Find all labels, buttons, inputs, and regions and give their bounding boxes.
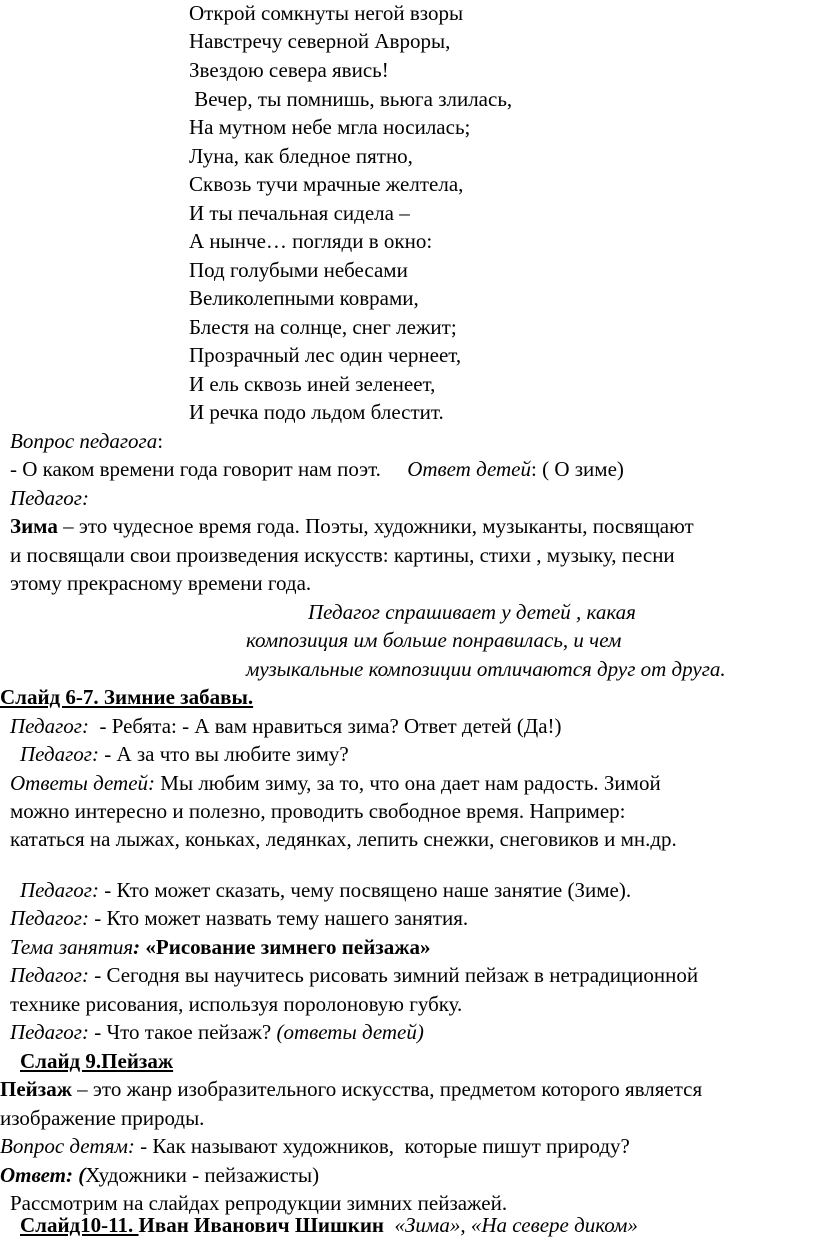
poem-line: Открой сомкнуты негой взоры (189, 1, 464, 25)
teacher-question-label (10, 428, 163, 454)
dialogue-text: Мы любим зиму, за то, что она дает нам радость. Зимой (155, 771, 661, 795)
section-heading-slide-6-7: Слайд 6-7. Зимние забавы. (0, 685, 254, 709)
poem-line: Луна, как бледное пятно, (189, 144, 413, 168)
speaker-label: Педагог: (10, 906, 89, 930)
definition-line-2: изображение природы. (0, 1106, 205, 1130)
question-label: Вопрос детям: (0, 1134, 135, 1158)
dialogue-text: - Кто может сказать, чему посвящено наше занятие (Зиме). (98, 878, 632, 902)
section-heading-slide-10-11 (20, 1212, 638, 1238)
lesson-topic: «Рисование зимнего пейзажа» (140, 935, 431, 959)
poem-line: Сквозь тучи мрачные желтела, (189, 172, 464, 196)
dialogue-line (10, 962, 698, 988)
section-heading-slide-9: Слайд 9.Пейзаж (20, 1049, 174, 1073)
poem-line: Вечер, ты помнишь, вьюга злилась, (189, 87, 513, 111)
question-line (10, 456, 624, 482)
dialogue-line: можно интересно и полезно, проводить свободное время. Например: (10, 799, 626, 823)
topic-label: Тема занятия (10, 935, 134, 959)
dialogue-line: кататься на лыжах, коньках, ледянках, лепить снежки, снеговиков и мн.др. (10, 827, 677, 851)
poem-line: Великолепными коврами, (189, 286, 419, 310)
answer-label: Ответ: ( (0, 1163, 86, 1187)
term-landscape: Пейзаж (0, 1077, 72, 1101)
poem-line: Прозрачный лес один чернеет, (189, 343, 462, 367)
speaker-label: Педагог: (20, 742, 99, 766)
speaker-label: Вопрос педагога (10, 429, 158, 453)
answer-text: Художники - пейзажисты) (85, 1163, 320, 1187)
winter-line-2: и посвящали свои произведения искусств: картины, стихи , музыку, песни (10, 543, 675, 567)
dialogue-text: - Кто может назвать тему нашего занятия. (88, 906, 469, 930)
dialogue-line (20, 877, 631, 903)
dialogue-line (10, 713, 562, 739)
teacher-note-line: композиция им больше понравилась, и чем (246, 628, 622, 652)
poem-line: Навстречу северной Авроры, (189, 29, 451, 53)
poem-line: Блестя на солнце, снег лежит; (189, 315, 457, 339)
term-winter: Зима (10, 514, 58, 538)
definition-line-1 (0, 1076, 702, 1102)
answer-line (0, 1162, 319, 1188)
speaker-label: Педагог: (20, 878, 99, 902)
colon: : (133, 935, 141, 959)
artist-name: Иван Иванович Шишкин (138, 1213, 385, 1237)
speaker-label: Педагог: (10, 963, 89, 987)
dialogue-line (10, 1019, 424, 1045)
dialogue-text: - Сегодня вы научитесь рисовать зимний пейзаж в нетрадиционной (88, 963, 699, 987)
artwork-titles: «Зима», «На севере диком» (394, 1213, 638, 1237)
question-text: - О каком времени года говорит нам поэт. (10, 457, 381, 481)
winter-text: – это чудесное время года. Поэты, художники, музыканты, посвящают (57, 514, 694, 538)
poem-line: На мутном небе мгла носилась; (189, 115, 471, 139)
dialogue-text: - А за что вы любите зиму? (98, 742, 349, 766)
question-line (0, 1133, 630, 1159)
winter-line-3: этому прекрасному времени года. (10, 571, 312, 595)
dialogue-line: технике рисования, используя поролоновую губку. (10, 992, 463, 1016)
poem-line: И ель сквозь иней зеленеет, (189, 372, 436, 396)
poem-line: А нынче… погляди в окно: (189, 229, 433, 253)
speaker-label: Ответы детей: (10, 771, 156, 795)
poem-line: И ты печальная сидела – (189, 201, 410, 225)
question-text: - Как называют художников, которые пишут природу? (134, 1134, 630, 1158)
teacher-note-line: музыкальные композиции отличаются друг от друга. (246, 657, 726, 681)
speaker-label: Педагог: (10, 1020, 89, 1044)
slide-label: Слайд10-11. (20, 1213, 139, 1237)
teacher-label: Педагог: (10, 486, 89, 510)
answer-label: Ответ детей (407, 457, 532, 481)
definition-text: – это жанр изобразительного искусства, предметом которого является (71, 1077, 703, 1101)
instruction-line: Рассмотрим на слайдах репродукции зимних пейзажей. (10, 1191, 508, 1215)
answer-text: : ( О зиме) (531, 457, 624, 481)
dialogue-line (10, 905, 468, 931)
lesson-topic-line (10, 934, 430, 960)
dialogue-line (10, 770, 661, 796)
dialogue-text: - Ребята: - А вам нравиться зима? Ответ детей (Да!) (88, 714, 562, 738)
dialogue-line (20, 741, 349, 767)
speaker-label: Педагог: (10, 714, 89, 738)
colon: : (157, 429, 164, 453)
poem-line: И речка подо льдом блестит. (189, 400, 444, 424)
dialogue-text: - Что такое пейзаж? (88, 1020, 277, 1044)
answer-note: (ответы детей) (276, 1020, 424, 1044)
winter-line-1 (10, 513, 694, 539)
poem-line: Звездою севера явись! (189, 58, 389, 82)
poem-line: Под голубыми небесами (189, 258, 408, 282)
teacher-note-line: Педагог спрашивает у детей , какая (308, 600, 636, 624)
